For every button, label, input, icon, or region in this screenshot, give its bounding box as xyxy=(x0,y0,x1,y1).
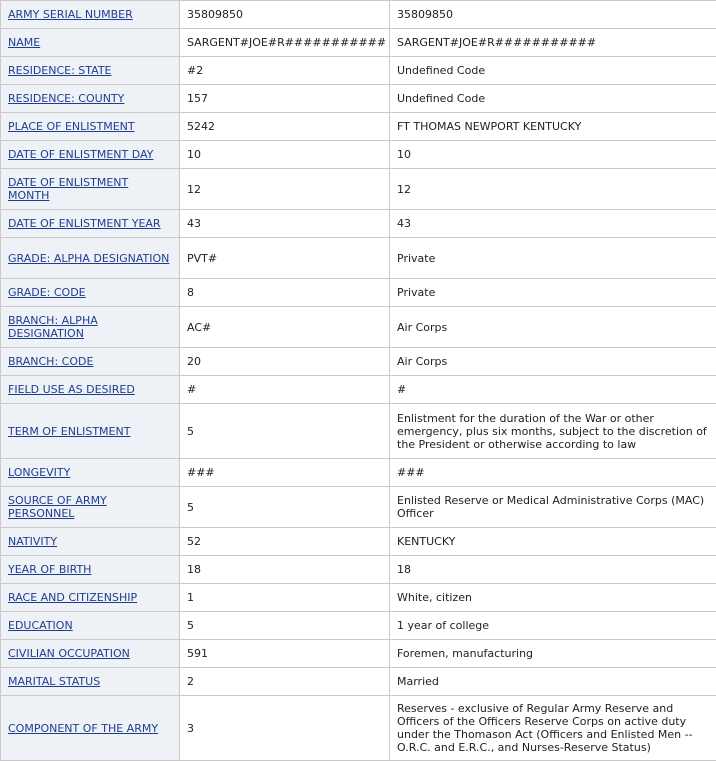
table-row xyxy=(1,307,716,348)
code-value: 20 xyxy=(180,348,390,376)
code-value: ### xyxy=(180,459,390,487)
meaning-value: White, citizen xyxy=(390,584,716,612)
code-value: SARGENT#JOE#R########### xyxy=(180,29,390,57)
code-value: 5 xyxy=(180,612,390,640)
table-row xyxy=(1,113,716,141)
table-row xyxy=(1,210,716,238)
field-link-grade-code[interactable]: GRADE: CODE xyxy=(8,286,86,299)
table-row xyxy=(1,348,716,376)
field-link-date-of-enlistment-year[interactable]: DATE OF ENLISTMENT YEAR xyxy=(8,217,161,230)
table-row xyxy=(1,238,716,279)
meaning-value: # xyxy=(390,376,716,404)
field-link-field-use-as-desired[interactable]: FIELD USE AS DESIRED xyxy=(8,383,135,396)
code-value: 591 xyxy=(180,640,390,668)
table-row xyxy=(1,459,716,487)
field-link-marital-status[interactable]: MARITAL STATUS xyxy=(8,675,101,688)
field-link-year-of-birth[interactable]: YEAR OF BIRTH xyxy=(8,563,92,576)
meaning-value: 12 xyxy=(390,169,716,210)
field-link-component-of-the-army[interactable]: COMPONENT OF THE ARMY xyxy=(8,721,159,735)
field-link-race-and-citizenship[interactable]: RACE AND CITIZENSHIP xyxy=(8,591,138,604)
table-row xyxy=(1,668,716,696)
meaning-value: ### xyxy=(390,459,716,487)
code-value: AC# xyxy=(180,307,390,348)
table-row xyxy=(1,696,716,761)
code-value: 12 xyxy=(180,169,390,210)
meaning-value: Private xyxy=(390,279,716,307)
meaning-value: 35809850 xyxy=(390,1,716,29)
field-link-branch-alpha-designation[interactable]: BRANCH: ALPHA DESIGNATION xyxy=(8,314,98,340)
code-value: # xyxy=(180,376,390,404)
meaning-value: Married xyxy=(390,668,716,696)
code-value: 5242 xyxy=(180,113,390,141)
meaning-value: Air Corps xyxy=(390,307,716,348)
field-link-education[interactable]: EDUCATION xyxy=(8,619,73,632)
field-link-place-of-enlistment[interactable]: PLACE OF ENLISTMENT xyxy=(8,120,135,133)
meaning-value: Reserves - exclusive of Regular Army Reserve and Officers of the Officers Reserve Corps on active duty under the Thomason Act (Officers and Enlisted Men -- O.R.C. and E.R.C., and Nurses-Reserve Status) xyxy=(390,696,716,761)
code-value: 1 xyxy=(180,584,390,612)
code-value: #2 xyxy=(180,57,390,85)
meaning-value: KENTUCKY xyxy=(390,528,716,556)
meaning-value: 1 year of college xyxy=(390,612,716,640)
meaning-value: 18 xyxy=(390,556,716,584)
code-value: 157 xyxy=(180,85,390,113)
table-row xyxy=(1,640,716,668)
table-row xyxy=(1,57,716,85)
meaning-value: Enlisted Reserve or Medical Administrative Corps (MAC) Officer xyxy=(390,487,716,528)
code-value: 3 xyxy=(180,696,390,761)
code-value: 43 xyxy=(180,210,390,238)
table-row xyxy=(1,29,716,57)
table-row xyxy=(1,141,716,169)
field-link-grade-alpha-designation[interactable]: GRADE: ALPHA DESIGNATION xyxy=(8,251,170,265)
meaning-value: Foremen, manufacturing xyxy=(390,640,716,668)
code-value: 5 xyxy=(180,404,390,459)
meaning-value: Air Corps xyxy=(390,348,716,376)
field-link-source-of-army-personnel[interactable]: SOURCE OF ARMY PERSONNEL xyxy=(8,494,107,520)
table-row xyxy=(1,376,716,404)
table-row xyxy=(1,612,716,640)
field-link-date-of-enlistment-day[interactable]: DATE OF ENLISTMENT DAY xyxy=(8,148,154,161)
meaning-value: 10 xyxy=(390,141,716,169)
meaning-value: Undefined Code xyxy=(390,85,716,113)
field-link-nativity[interactable]: NATIVITY xyxy=(8,535,58,548)
meaning-value: SARGENT#JOE#R########### xyxy=(390,29,716,57)
field-link-date-of-enlistment-month[interactable]: DATE OF ENLISTMENT MONTH xyxy=(8,176,129,202)
code-value: 52 xyxy=(180,528,390,556)
field-link-army-serial-number[interactable]: ARMY SERIAL NUMBER xyxy=(8,8,133,21)
code-value: 18 xyxy=(180,556,390,584)
table-row xyxy=(1,169,716,210)
table-row xyxy=(1,556,716,584)
field-link-longevity[interactable]: LONGEVITY xyxy=(8,466,71,479)
table-row xyxy=(1,279,716,307)
table-row xyxy=(1,487,716,528)
field-link-residence-state[interactable]: RESIDENCE: STATE xyxy=(8,64,112,77)
field-link-civilian-occupation[interactable]: CIVILIAN OCCUPATION xyxy=(8,647,130,660)
meaning-value: FT THOMAS NEWPORT KENTUCKY xyxy=(390,113,716,141)
table-row xyxy=(1,404,716,459)
field-link-branch-code[interactable]: BRANCH: CODE xyxy=(8,355,94,368)
code-value: 2 xyxy=(180,668,390,696)
field-link-name[interactable]: NAME xyxy=(8,36,41,49)
code-value: PVT# xyxy=(180,238,390,279)
code-value: 10 xyxy=(180,141,390,169)
table-row xyxy=(1,1,716,29)
table-row xyxy=(1,528,716,556)
code-value: 8 xyxy=(180,279,390,307)
table-row xyxy=(1,85,716,113)
code-value: 5 xyxy=(180,487,390,528)
meaning-value: Undefined Code xyxy=(390,57,716,85)
field-link-term-of-enlistment[interactable]: TERM OF ENLISTMENT xyxy=(8,424,131,438)
meaning-value: Private xyxy=(390,238,716,279)
code-value: 35809850 xyxy=(180,1,390,29)
table-row xyxy=(1,584,716,612)
meaning-value: Enlistment for the duration of the War or other emergency, plus six months, subject to the discretion of the President or otherwise according to law xyxy=(390,404,716,459)
meaning-value: 43 xyxy=(390,210,716,238)
field-link-residence-county[interactable]: RESIDENCE: COUNTY xyxy=(8,92,125,105)
